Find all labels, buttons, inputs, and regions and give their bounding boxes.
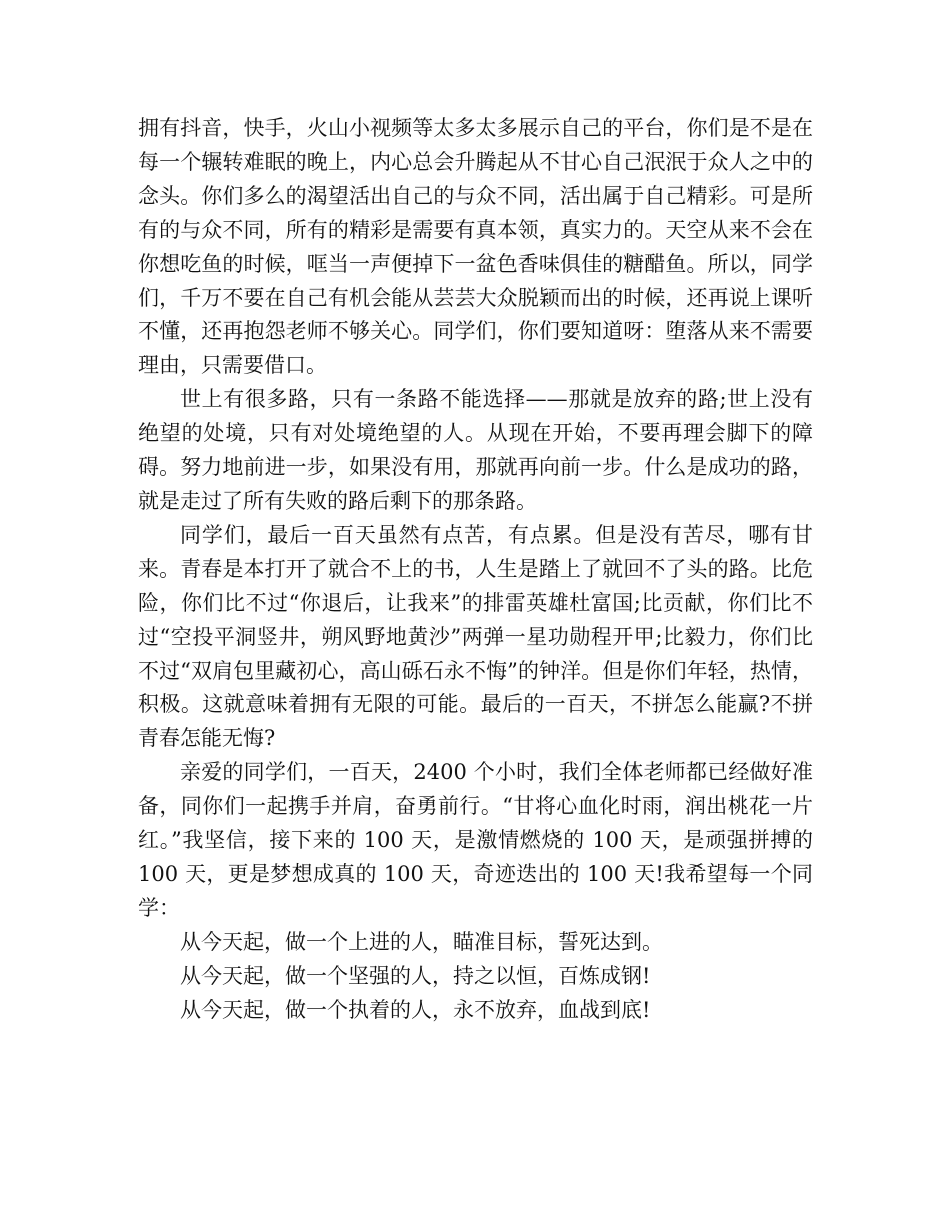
paragraph-7: 从今天起，做一个执着的人，永不放弃，血战到底! bbox=[180, 997, 651, 1022]
paragraph-5: 从今天起，做一个上进的人，瞄准目标，誓死达到。 bbox=[180, 929, 663, 954]
paragraph-4: 亲爱的同学们，一百天，2400 个小时，我们全体老师都已经做好准备，同你们一起携手并肩，奋勇前行。“甘将心血化时雨，润出桃花一片红。”我坚信，接下来的 100 天，是激情燃烧的 100 天，是顽强拼搏的 100 天，更是梦想成真的 100 天，奇迹迭出的 100 天!我希望每一个同学： bbox=[138, 760, 813, 920]
paragraph-3: 同学们，最后一百天虽然有点苦，有点累。但是没有苦尽，哪有甘来。青春是本打开了就合不上的书，人生是踏上了就回不了头的路。比危险，你们比不过“你退后，让我来”的排雷英雄杜富国;比贡献，你们比不过“空投平洞竖井，朔风野地黄沙”两弹一星功勋程开甲;比毅力，你们比不过“双肩包里藏初心，高山砾石永不悔”的钟洋。但是你们年轻，热情，积极。这就意味着拥有无限的可能。最后的一百天，不拼怎么能赢?不拼青春怎能无悔? bbox=[138, 522, 813, 751]
paragraph-1: 拥有抖音，快手，火山小视频等太多太多展示自己的平台，你们是不是在每一个辗转难眠的晚上，内心总会升腾起从不甘心自己泯泯于众人之中的念头。你们多么的渴望活出自己的与众不同，活出属于自己精彩。可是所有的与众不同，所有的精彩是需要有真本领，真实力的。天空从来不会在你想吃鱼的时候，哐当一声便掉下一盆色香味俱佳的糖醋鱼。所以，同学们，千万不要在自己有机会能从芸芸大众脱颖而出的时候，还再说上课听不懂，还再抱怨老师不够关心。同学们，你们要知道呀：堕落从来不需要理由，只需要借口。 bbox=[138, 116, 813, 378]
paragraph-6: 从今天起，做一个坚强的人，持之以恒，百炼成钢! bbox=[180, 963, 651, 988]
paragraph-2: 世上有很多路，只有一条路不能选择——那就是放弃的路;世上没有绝望的处境，只有对处境绝望的人。从现在开始，不要再理会脚下的障碍。努力地前进一步，如果没有用，那就再向前一步。什么是成功的路，就是走过了所有失败的路后剩下的那条路。 bbox=[138, 387, 813, 513]
document-page bbox=[138, 112, 813, 1027]
